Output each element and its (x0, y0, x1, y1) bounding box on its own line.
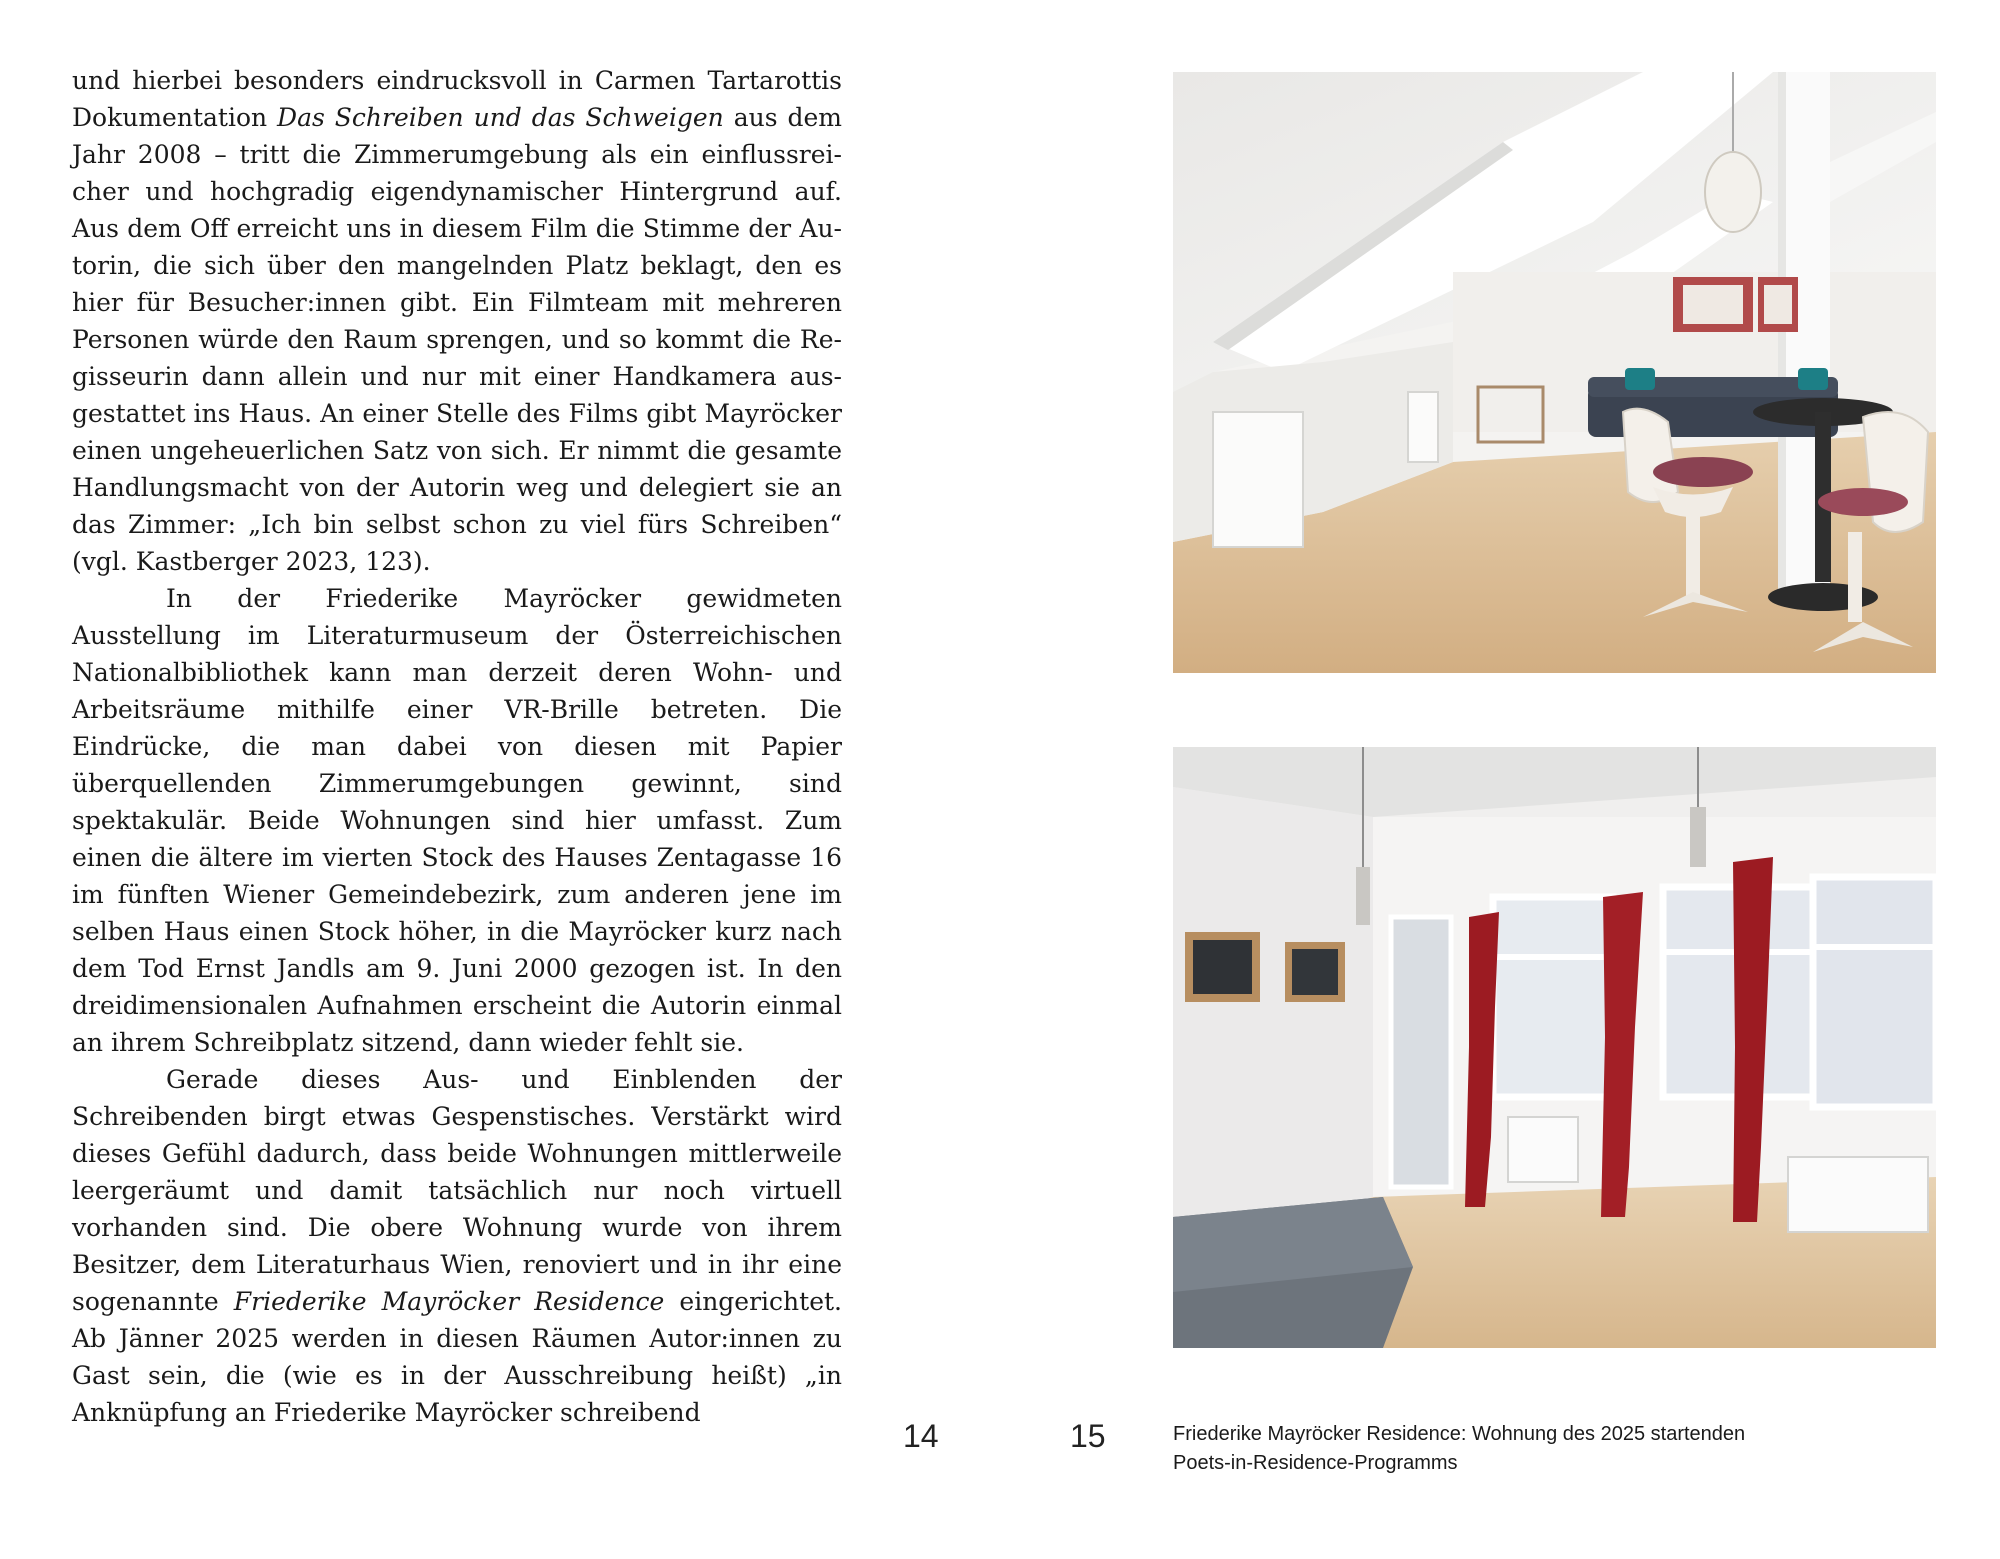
photo-attic-living-room (1173, 72, 1936, 673)
paragraph-1 (72, 62, 842, 580)
text-run: In der Friederike Mayröcker gewidmeten Ausstellung im Literaturmuseum der Österreichischen Nationalbibliothek kann man derzeit deren Wohn- und Arbeitsräume mithilfe einer VR-Brille betreten. Die Eindrücke, die man dabei von diesen mit Papier überquellenden Zimmerumgebungen gewinnt, sind spektakulär. Beide Wohnungen sind hier umfasst. Zum einen die ältere im vierten Stock des Hauses Zentagasse 16 im fünften Wiener Gemeindebezirk, zum anderen jene im selben Haus einen Stock höher, in die Mayröcker kurz nach dem Tod Ernst Jandls am 9. Juni 2000 gezogen ist. In den dreidimensionalen Aufnahmen erscheint die Autorin einmal an ihrem Schreibplatz sitzend, dann wieder fehlt sie. (72, 584, 842, 1057)
caption-line-2: Poets-in-Residence-Programms (1173, 1452, 1458, 1474)
text-run: und hierbei besonders eindrucksvoll in Carmen Tartarottis Dokumentation (72, 66, 842, 132)
photo-bedroom-red-curtains (1173, 747, 1936, 1348)
body-text (72, 62, 842, 1431)
text-run: aus dem Jahr 2008 – tritt die Zimmerumgebung als ein einflussreicher und hochgradig eigendynamischer Hintergrund auf. Aus dem Off erreicht uns in diesem Film die Stimme der Autorin, die sich über den mangelnden Platz beklagt, den es hier für Besucher:innen gibt. Ein Filmteam mit mehreren Personen würde den Raum sprengen, und so kommt die Regisseurin dann allein und nur mit einer Handkamera ausgestattet ins Haus. An einer Stelle des Films gibt Mayröcker einen ungeheuerlichen Satz von sich. Er nimmt die gesamte Handlungsmacht von der Autorin weg und delegiert sie an das Zimmer: „Ich bin selbst schon zu viel fürs Schreiben“ (vgl. Kastberger 2023, 123). (72, 103, 843, 576)
italic-title: Friederike Mayröcker Residence (233, 1287, 665, 1316)
page-number-right: 15 (1070, 1418, 1106, 1454)
italic-title: Das Schreiben und das Schweigen (277, 103, 724, 132)
caption-line-1: Friederike Mayröcker Residence: Wohnung des 2025 startenden (1173, 1423, 1746, 1445)
text-run: eingerichtet. Ab Jänner 2025 werden in diesen Räumen Autor:innen zu Gast sein, die (wie es in der Ausschreibung heißt) „in Anknüpfung an Friederike Mayröcker schreibend (72, 1287, 842, 1427)
text-run: Gerade dieses Aus- und Einblenden der Schreibenden birgt etwas Gespenstisches. Verstärkt wird dieses Gefühl dadurch, dass beide Wohnungen mittlerweile leergeräumt und damit tatsächlich nur noch virtuell vorhanden sind. Die obere Wohnung wurde von ihrem Besitzer, dem Literaturhaus Wien, renoviert und in ihr eine sogenannte (72, 1065, 842, 1316)
photo-caption (1173, 1420, 1873, 1478)
paragraph-3 (72, 1061, 842, 1431)
paragraph-2 (72, 580, 842, 1061)
page-number-left: 14 (903, 1418, 939, 1454)
